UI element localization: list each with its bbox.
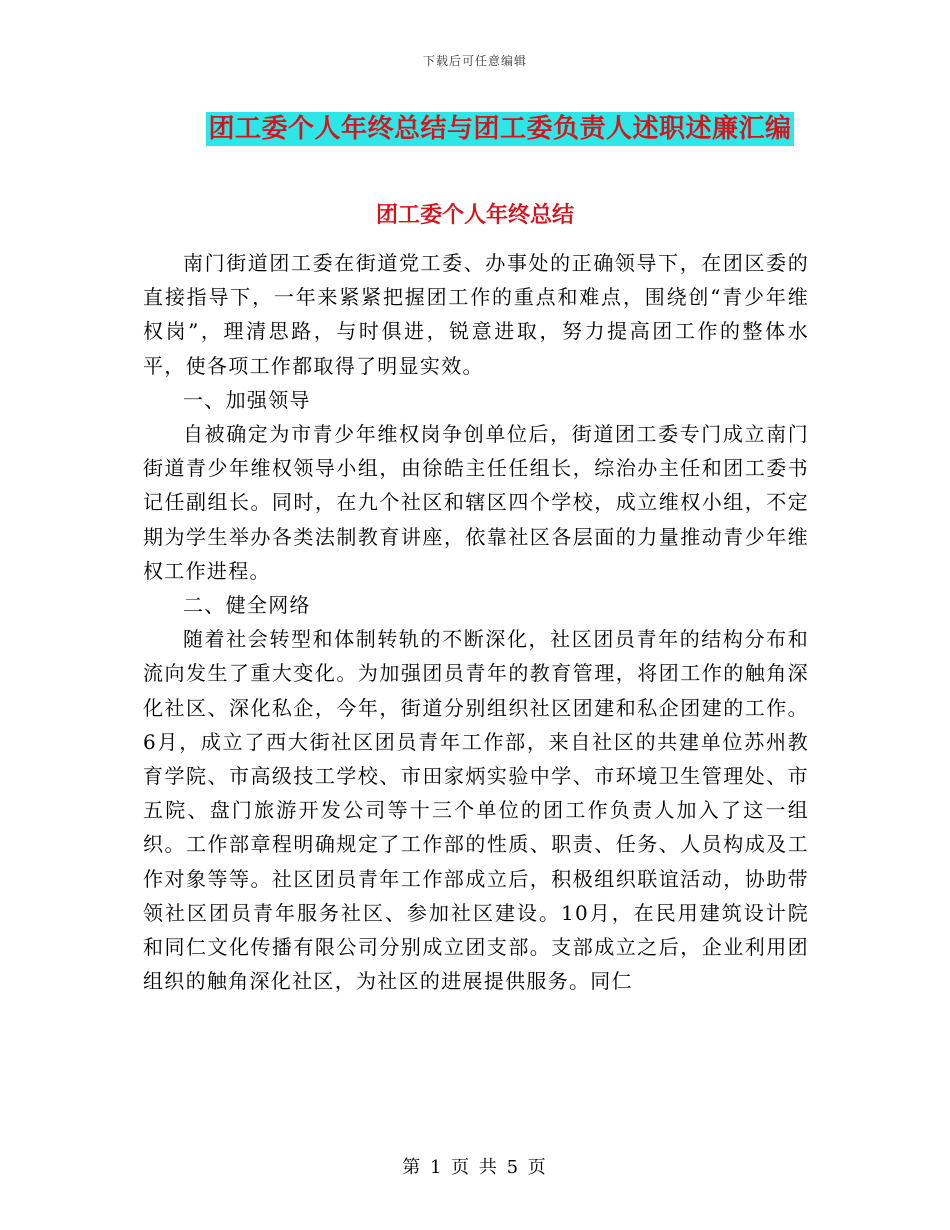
heading-improve-network: 二、健全网络: [183, 593, 311, 618]
section-title: 团工委个人年终总结: [375, 203, 574, 228]
paragraph-intro: 南门街道团工委在街道党工委、办事处的正确领导下，在团区委的直接指导下，一年来紧紧把握团工作的重点和难点，围绕创“青少年维权岗”，理清思路，与时俱进，锐意进取，努力提高团工作的整体水平，使各项工作都取得了明显实效。: [143, 251, 809, 378]
page-number-footer: 第 1 页 共 5 页: [402, 1157, 548, 1178]
document-body: [143, 246, 809, 998]
heading-strengthen-leadership: 一、加强领导: [183, 387, 311, 412]
main-title-container: [0, 112, 950, 146]
main-title: 团工委个人年终总结与团工委负责人述职述廉汇编: [208, 114, 792, 144]
header-note: 下载后可任意编辑: [422, 54, 527, 68]
paragraph-leadership: 自被确定为市青少年维权岗争创单位后，街道团工委专门成立南门街道青少年维权领导小组，由徐皓主任任组长，综治办主任和团工委书记任副组长。同时，在九个社区和辖区四个学校，成立维权小组，不定期为学生举办各类法制教育讲座，依靠社区各层面的力量推动青少年维权工作进程。: [143, 422, 809, 583]
paragraph-network: 随着社会转型和体制转轨的不断深化，社区团员青年的结构分布和流向发生了重大变化。为加强团员青年的教育管理，将团工作的触角深化社区、深化私企，今年，街道分别组织社区团建和私企团建的工作。6月，成立了西大街社区团员青年工作部，来自社区的共建单位苏州教育学院、市高级技工学校、市田家炳实验中学、市环境卫生管理处、市五院、盘门旅游开发公司等十三个单位的团工作负责人加入了这一组织。工作部章程明确规定了工作部的性质、职责、任务、人员构成及工作对象等等。社区团员青年工作部成立后，积极组织联谊活动，协助带领社区团员青年服务社区、参加社区建设。10月，在民用建筑设计院和同仁文化传播有限公司分别成立团支部。支部成立之后，企业利用团组织的触角深化社区，为社区的进展提供服务。同仁: [143, 627, 809, 994]
